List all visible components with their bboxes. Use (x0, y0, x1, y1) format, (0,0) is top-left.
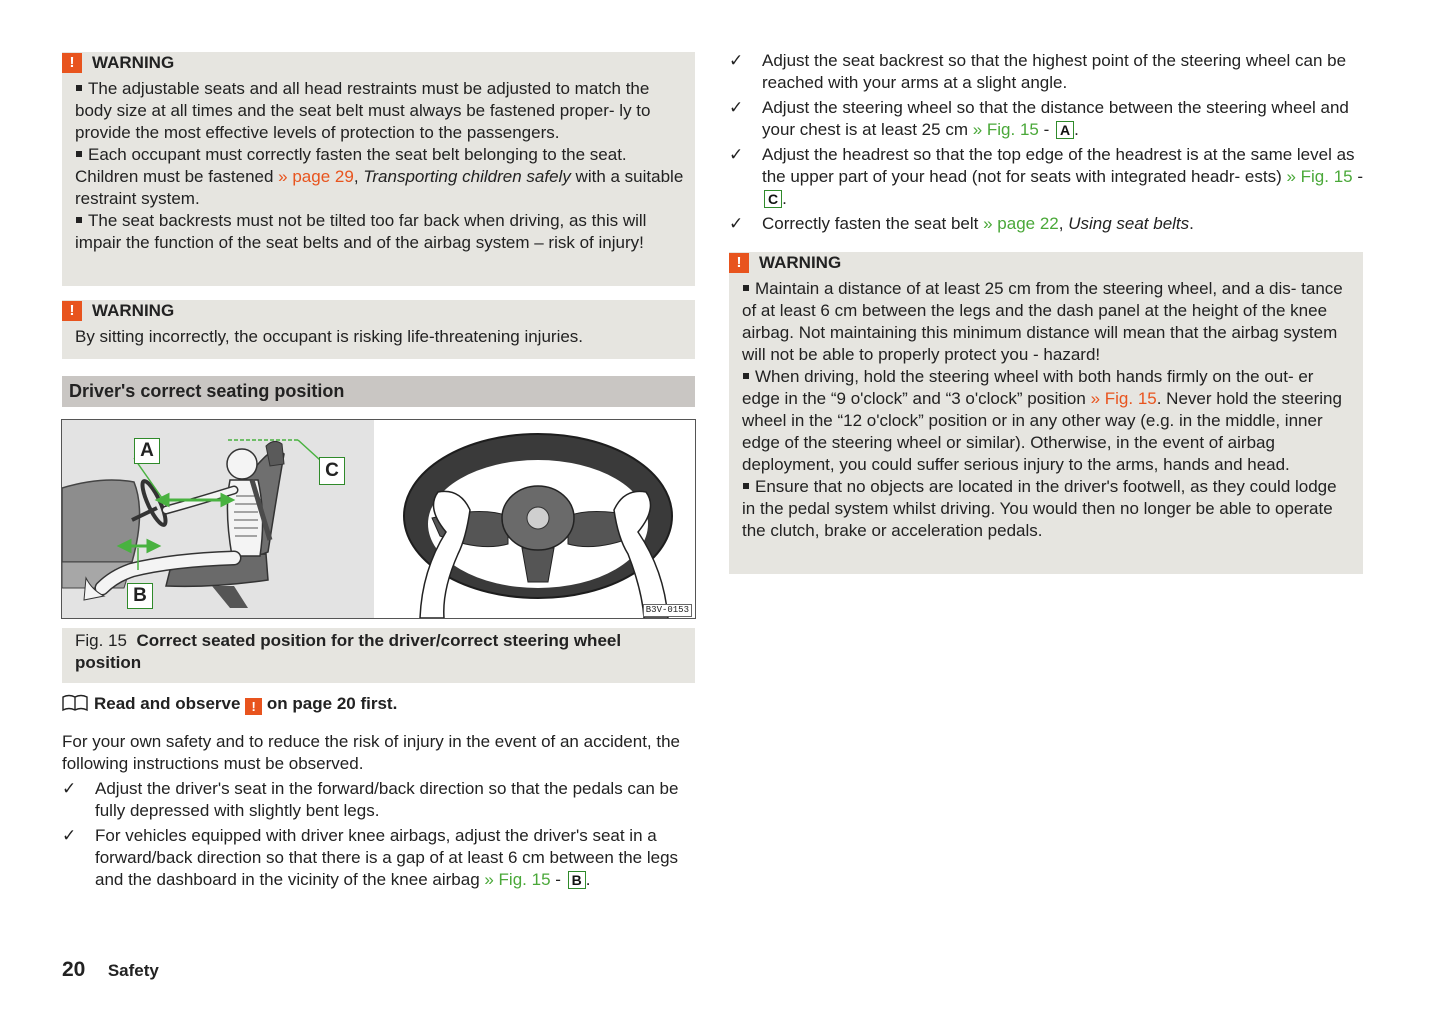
warning-bullet (742, 476, 1354, 542)
bullet-icon (743, 483, 749, 489)
section-title: Driver's correct seating position (62, 376, 695, 407)
checklist-text: Adjust the seat backrest so that the highest point of the steering wheel can be reached with your arms at a slight angle. (762, 51, 1347, 92)
figure-link[interactable]: » Fig. 15 (972, 120, 1039, 139)
figure-label-ref: A (1056, 121, 1074, 139)
checklist-text: Adjust the headrest so that the top edge of the headrest is at the same level as the upper part of your head (not for seats with integrated headr- ests) (762, 145, 1355, 186)
separator: . (1189, 214, 1194, 233)
warning-bullet (742, 278, 1354, 366)
bullet-icon (743, 285, 749, 291)
checklist-item (62, 825, 692, 891)
bullet-text: The adjustable seats and all head restraints must be adjusted to match the body size at all times and the seat belt must always be fastened proper- ly to provide the most effective levels of protection to the passengers. (75, 79, 651, 142)
bullet-text: Each occupant must correctly fasten the seat belt belonging to the seat. Children must be fastened (75, 145, 627, 186)
warning-icon: ! (62, 301, 82, 321)
warning-text: By sitting incorrectly, the occupant is risking life-threatening injuries. (75, 327, 584, 346)
figure-code: B3V-0153 (643, 604, 692, 617)
warning-header (62, 52, 174, 74)
separator: - (550, 870, 566, 889)
bullet-icon (743, 373, 749, 379)
caption-text: Correct seated position for the driver/correct steering wheel position (75, 631, 622, 672)
page-footer (62, 958, 159, 982)
figure-label-b: B (127, 583, 153, 609)
brand-logo (527, 507, 549, 529)
book-icon (62, 694, 88, 712)
figure-caption (62, 628, 695, 683)
check-icon: ✓ (729, 145, 744, 164)
caption-number: Fig. 15 (75, 631, 127, 650)
warning-ref-icon: ! (245, 698, 262, 715)
checklist-item (729, 50, 1363, 94)
page-link[interactable]: » page 29 (278, 167, 354, 186)
wheel-spoke-bottom (522, 548, 554, 582)
bullet-text: with a suitable restraint system. (75, 167, 684, 208)
figure-link[interactable]: » Fig. 15 (1286, 167, 1353, 186)
checklist-text: Adjust the driver's seat in the forward/back direction so that the pedals can be fully depressed with slightly bent legs. (95, 779, 679, 820)
figure-link[interactable]: » Fig. 15 (1090, 389, 1157, 408)
separator: - (1352, 167, 1364, 186)
bullet-text: The seat backrests must not be tilted too far back when driving, as this will impair the function of the seat belts and of the airbag system – risk of injury! (75, 211, 647, 252)
intro-paragraph: For your own safety and to reduce the risk of injury in the event of an accident, the following instructions must be observed. (62, 732, 681, 773)
warning-icon: ! (729, 253, 749, 273)
warning-title: WARNING (759, 253, 842, 272)
check-icon: ✓ (729, 98, 744, 117)
figure-link[interactable]: » Fig. 15 (484, 870, 551, 889)
check-icon: ✓ (729, 214, 744, 233)
warning-body (75, 78, 687, 254)
warning-bullet (742, 366, 1354, 476)
warning-title: WARNING (92, 53, 175, 72)
warning-icon: ! (62, 53, 82, 73)
warning-bullet (75, 144, 687, 210)
separator: . (585, 870, 591, 889)
panel-divider (374, 420, 382, 618)
figure-label-ref: B (568, 871, 586, 889)
separator: , (1058, 214, 1069, 233)
warning-box-1 (62, 52, 695, 286)
bullet-text: Ensure that no objects are located in the driver's footwell, as they could lodge in the pedal system whilst driving. You would then no longer be able to operate the clutch, brake or acceleration pedals. (742, 477, 1337, 540)
checklist-text: For vehicles equipped with driver knee airbags, adjust the driver's seat in a forward/back direction so that there is a gap of at least 6 cm between the legs and the dashboard in the vicinity of the knee airbag (95, 826, 679, 889)
driver-head (227, 449, 257, 479)
warning-box-2 (62, 300, 695, 359)
checklist-text: Correctly fasten the seat belt (762, 214, 984, 233)
checklist-left (62, 778, 692, 894)
separator: . (1074, 120, 1079, 139)
warning-header (729, 252, 841, 274)
warning-title: WARNING (92, 301, 175, 320)
footer-section: Safety (107, 961, 159, 980)
warning-box-3 (729, 252, 1363, 574)
chapter-title: Using seat belts (1068, 214, 1190, 233)
page-number: 20 (62, 958, 86, 981)
check-icon: ✓ (62, 826, 77, 845)
bullet-icon (76, 151, 82, 157)
warning-bullet (75, 78, 687, 144)
page-link[interactable]: » page 22 (983, 214, 1059, 233)
warning-bullet (75, 210, 687, 254)
warning-header (62, 300, 174, 322)
checklist-item (729, 97, 1363, 141)
figure-label-a: A (134, 438, 160, 464)
separator: . (782, 189, 787, 208)
check-icon: ✓ (62, 779, 77, 798)
bullet-text: Maintain a distance of at least 25 cm from the steering wheel, and a dis- tance of at least 6 cm between the legs and the dash panel at the height of the knee airbag. Not maintaining this minimum distance will mean that the airbag system will not be able to properly protect you - hazard! (742, 279, 1343, 364)
checklist-item (62, 778, 692, 822)
figure-label-c: C (319, 457, 345, 485)
chapter-title: Transporting children safely (363, 167, 571, 186)
read-observe-note (62, 693, 695, 715)
check-icon: ✓ (729, 51, 744, 70)
bullet-icon (76, 85, 82, 91)
figure-15 (61, 419, 696, 619)
read-observe-pre: Read and observe (94, 694, 241, 713)
checklist-item (729, 144, 1363, 210)
checklist-text: Adjust the steering wheel so that the distance between the steering wheel and your chest is at least 25 cm (762, 98, 1349, 139)
bullet-icon (76, 217, 82, 223)
read-observe-post: on page 20 first. (266, 694, 398, 713)
checklist-item (729, 213, 1363, 235)
bullet-text: When driving, hold the steering wheel with both hands firmly on the out- er edge in the “9 o'clock” and “3 o'clock” position (742, 367, 1314, 408)
checklist-right (729, 50, 1363, 238)
figure-label-ref: C (764, 190, 782, 208)
bullet-text: . Never hold the steering wheel in the “12 o'clock” position or in any other way (e.g. in the middle, inner edge of the steering wheel or similar). Otherwise, in the event of airbag deployment, you could suffer serious injury to the arms, hands and head. (742, 389, 1342, 474)
separator: - (1038, 120, 1054, 139)
separator: , (353, 167, 364, 186)
warning-body (742, 278, 1354, 542)
